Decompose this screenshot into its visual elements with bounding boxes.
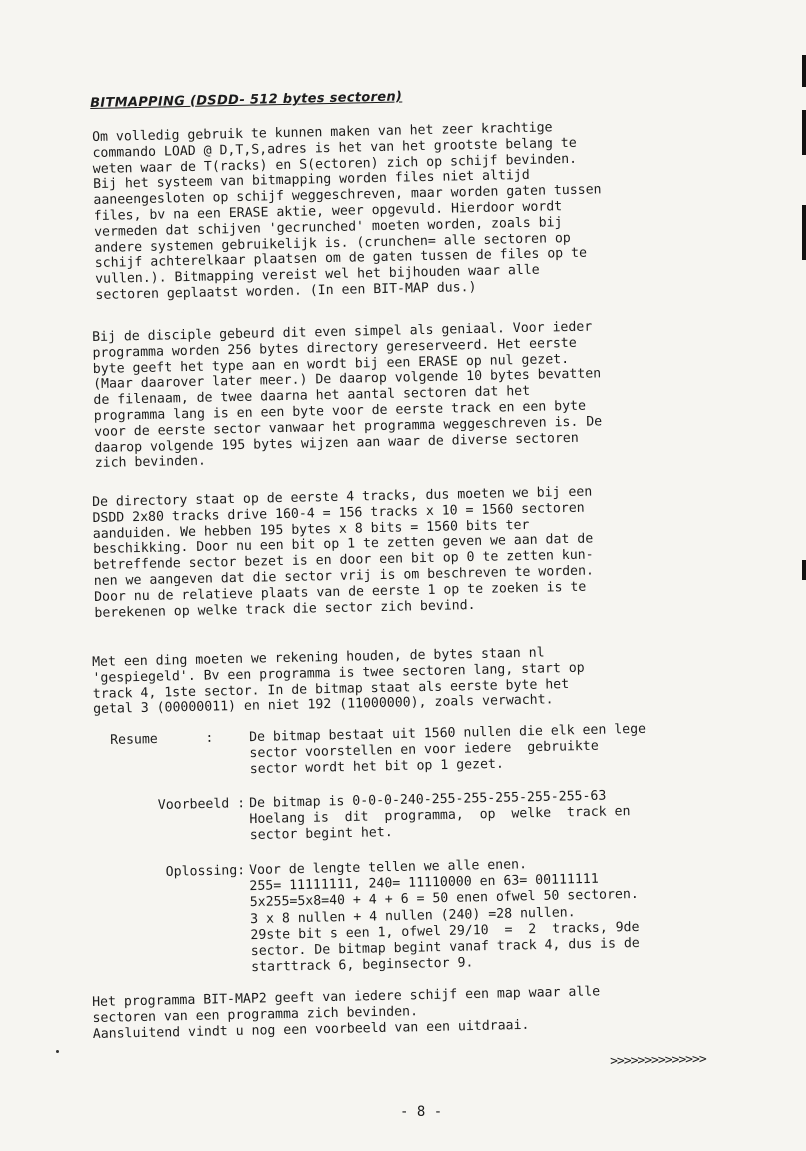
scan-edge-mark (802, 55, 806, 87)
section-title: BITMAPPING (DSDD- 512 bytes sectoren) (90, 89, 403, 111)
voorbeeld-block (110, 786, 751, 848)
page-number: - 8 - (400, 1104, 443, 1120)
continue-marker: >>>>>>>>>>>>>> (610, 1051, 706, 1069)
oplossing-text: Voor de lengte tellen we alle enen. 255= 11111111, 240= 11110000 en 63= 00111111 5x255=5x8=40 + 4 + 6 = 50 enen ofwel 50 sectoren. 3 x 8 nullen + 4 nullen (240) =28 nullen. 29ste bit s een 1, ofwel 29/10 = 2 tracks, 9de sector. De bitmap begint vanaf track 4, dus is de starttrack 6, beginsector 9. (248, 857, 640, 976)
resume-block (110, 720, 751, 782)
oplossing-label: Oplossing: (165, 863, 246, 880)
voorbeeld-text: De bitmap is 0-0-0-240-255-255-255-255-255-63 Hoelang is dit programma, op welke track en sector begint het. (248, 788, 631, 844)
scan-speck (56, 1050, 59, 1053)
paragraph-disciple: Bij de disciple gebeurd dit even simpel als geniaal. Voor ieder programma worden 256 bytes directory gereserveerd. Het eerste byte geeft het type aan en wordt bij een ERASE op nul gezet. (Maar daarover later meer.) De daarop volgende 10 bytes bevatten de filenaam, de twee daarna het aantal sectoren dat het programma lang is en een byte voor de eerste track en een byte voor de eerste sector vanwaar het programma weggeschreven is. De daarop volgende 195 bytes wijzen aan waar de diverse sectoren zich bevinden. (92, 319, 603, 472)
scan-edge-mark (802, 560, 806, 580)
paragraph-directory: De directory staat op de eerste 4 tracks, dus moeten we bij een DSDD 2x80 tracks drive 160-4 = 156 tracks x 10 = 1560 sectoren aanduiden. We hebben 195 bytes x 8 bits = 1560 bits ter beschikking. Door nu een bit op 1 te zetten geven we aan dat de betreffende sector bezet is en door een bit op 0 te zetten kun- nen we aangeven dat die sector vrij is om beschreven te worden. Door nu de relatieve plaats van de eerste 1 op te zoeken is te berekenen op welke track die sector zich bevind. (92, 484, 595, 621)
paragraph-gespiegeld: Met een ding moeten we rekening houden, de bytes staan nl 'gespiegeld'. Bv een programma is twee sectoren lang, start op track 4, 1ste sector. In de bitmap staat als eerste byte het getal 3 (00000011) en niet 192 (11000000), zoals verwacht. (92, 645, 585, 718)
oplossing-block (110, 853, 752, 980)
resume-label: Resume : (110, 730, 214, 748)
resume-text: De bitmap bestaat uit 1560 nullen die elk een lege sector voorstellen en voor iedere gebruikte sector wordt het bit op 1 gezet. (248, 721, 647, 778)
paragraph-intro: Om volledig gebruik te kunnen maken van het zeer krachtige commando LOAD @ D,T,S,adres is het van het grootste belang te weten waar de T(racks) en S(ectoren) zich op schijf bevinden. Bij het systeem van bitmapping worden files niet altijd aaneengesloten op schijf weggeschreven, maar worden gaten tussen files, bv na een ERASE aktie, weer opgevuld. Hierdoor wordt vermeden dat schijven 'gecrunched' moeten worden, zoals bij andere systemen gebruikelijk is. (crunchen= alle sectoren op schijf achterelkaar plaatsen om de gaten tussen de files op te vullen.). Bitmapping vereist wel het bijhouden waar alle sectoren geplaatst worden. (In een BIT-MAP dus.) (92, 120, 602, 303)
scan-edge-mark (802, 205, 806, 260)
paragraph-closing: Het programma BIT-MAP2 geeft van iedere schijf een map waar alle sectoren van een programma zich bevinden. Aansluitend vindt u nog een voorbeeld van een uitdraai. (92, 984, 601, 1042)
scan-edge-mark (802, 110, 806, 155)
voorbeeld-label: Voorbeeld : (157, 796, 246, 813)
